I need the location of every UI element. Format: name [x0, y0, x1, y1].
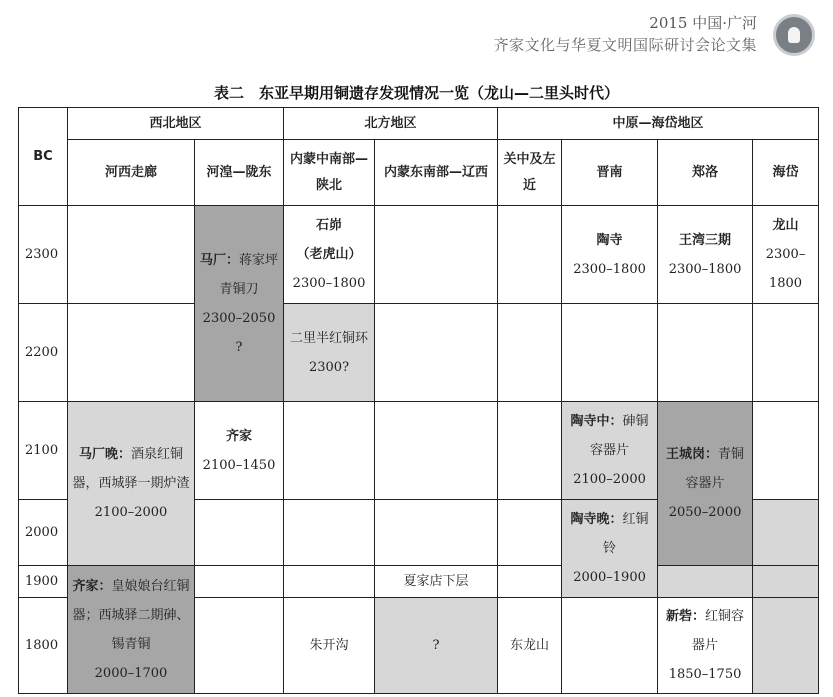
cell-wangchenggang: 王城岗：青铜容器片 2050–2000 — [658, 402, 753, 566]
cell-empty — [284, 500, 375, 566]
year-2200: 2200 — [19, 304, 68, 402]
cell-machang-late: 马厂晚：酒泉红铜器，西城驿一期炉渣 2100–2000 — [68, 402, 195, 566]
subregion-hehuang: 河湟—陇东 — [195, 140, 284, 206]
cell-empty — [753, 402, 819, 500]
cell-empty — [498, 206, 562, 304]
cell-empty — [498, 500, 562, 566]
cell-empty — [753, 598, 819, 694]
cell-empty — [498, 566, 562, 598]
region-northwest: 西北地区 — [68, 108, 284, 140]
cell-erlibanx: 二里半红铜环 2300? — [284, 304, 375, 402]
cell-taosi-mid: 陶寺中：砷铜容器片 2100–2000 — [562, 402, 658, 500]
year-2300: 2300 — [19, 206, 68, 304]
cell-taosi: 陶寺 2300–1800 — [562, 206, 658, 304]
cell-wangwan: 王湾三期 2300–1800 — [658, 206, 753, 304]
cell-empty — [658, 304, 753, 402]
cell-empty — [284, 566, 375, 598]
cell-empty — [68, 304, 195, 402]
header-event: 2015 中国·广河 — [649, 14, 757, 32]
cell-zhukaigou: 朱开沟 — [284, 598, 375, 694]
cell-empty — [658, 566, 753, 598]
subregion-haidai: 海岱 — [753, 140, 819, 206]
cell-empty — [562, 304, 658, 402]
year-1800: 1800 — [19, 598, 68, 694]
cell-empty — [375, 206, 498, 304]
cell-empty — [562, 598, 658, 694]
cell-xinzhai: 新砦：红铜容器片 1850–1750 — [658, 598, 753, 694]
copper-remains-table — [18, 107, 819, 694]
subregion-jinnan: 晋南 — [562, 140, 658, 206]
year-2000: 2000 — [19, 500, 68, 566]
cell-empty — [498, 402, 562, 500]
conference-logo-icon — [773, 14, 815, 56]
cell-qijia: 齐家 2100–1450 — [195, 402, 284, 500]
subregion-guanzhong: 关中及左近 — [498, 140, 562, 206]
subregion-hexi: 河西走廊 — [68, 140, 195, 206]
bc-header: BC — [19, 108, 68, 206]
cell-empty — [498, 304, 562, 402]
cell-shimao: 石峁 （老虎山） 2300–1800 — [284, 206, 375, 304]
cell-empty — [753, 500, 819, 566]
cell-taosi-late: 陶寺晚：红铜铃 2000–1900 — [562, 500, 658, 598]
subregion-zhengluo: 郑洛 — [658, 140, 753, 206]
cell-empty — [753, 304, 819, 402]
table-caption: 表二 东亚早期用铜遗存发现情况一览（龙山—二里头时代） — [213, 84, 619, 102]
year-1900: 1900 — [19, 566, 68, 598]
cell-empty — [375, 402, 498, 500]
subregion-neimeng-cs: 内蒙中南部—陕北 — [284, 140, 375, 206]
cell-longshan: 龙山 2300–1800 — [753, 206, 819, 304]
cell-donglongshan: 东龙山 — [498, 598, 562, 694]
cell-empty — [284, 402, 375, 500]
cell-empty — [375, 304, 498, 402]
cell-empty — [195, 598, 284, 694]
year-2100: 2100 — [19, 402, 68, 500]
region-north: 北方地区 — [284, 108, 498, 140]
cell-empty — [375, 500, 498, 566]
cell-empty — [195, 500, 284, 566]
cell-empty — [753, 566, 819, 598]
cell-question-1800: ? — [375, 598, 498, 694]
cell-empty — [68, 206, 195, 304]
subregion-neimeng-dn: 内蒙东南部—辽西 — [375, 140, 498, 206]
header-proceedings-title: 齐家文化与华夏文明国际研讨会论文集 — [493, 36, 757, 54]
cell-qijia-hexi: 齐家：皇娘娘台红铜器；西城驿二期砷、锡青铜 2000–1700 — [68, 566, 195, 694]
cell-empty — [195, 566, 284, 598]
region-central-haidai: 中原—海岱地区 — [498, 108, 819, 140]
page-header — [397, 10, 817, 60]
cell-xiajiadian: 夏家店下层 — [375, 566, 498, 598]
cell-machang-jiangjia: 马厂：蒋家坪青铜刀 2300–2050 ? — [195, 206, 284, 402]
